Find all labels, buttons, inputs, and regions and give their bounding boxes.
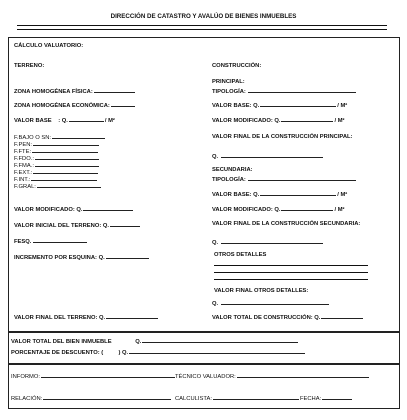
factor-field[interactable] xyxy=(33,168,98,174)
zona-fisica-row xyxy=(14,87,136,96)
valor-mod2-field[interactable] xyxy=(281,205,333,211)
valor-base-c-field[interactable] xyxy=(260,101,336,107)
valor-final-terreno-label: VALOR FINAL DEL TERRENO: Q. xyxy=(14,315,106,321)
valor-total-field[interactable] xyxy=(142,337,298,343)
porcentaje-close: ) Q. xyxy=(118,350,129,356)
tipologia2-label: TIPOLOGÍA: xyxy=(212,177,246,183)
principal-label: PRINCIPAL: xyxy=(212,79,245,85)
valor-base-label: VALOR BASE xyxy=(14,118,52,124)
factor-field[interactable] xyxy=(37,182,101,188)
q2-label: Q. xyxy=(212,240,219,246)
factor-field[interactable] xyxy=(32,147,98,153)
fecha-label: FECHA: xyxy=(299,396,322,402)
valor-mod2-row xyxy=(212,205,344,214)
calculista-row xyxy=(175,394,353,403)
tipologia2-field[interactable] xyxy=(248,175,356,181)
incremento-field[interactable] xyxy=(106,253,149,259)
relacion-field[interactable] xyxy=(43,394,171,400)
zona-fisica-label: ZONA HOMOGÉNEA FÍSICA: xyxy=(14,89,93,95)
otros-label: OTROS DETALLES xyxy=(214,252,267,258)
header-title: DIRECCIÓN DE CATASTRO Y AVALÚO DE BIENES INMUEBLES xyxy=(110,13,297,20)
valor-final-terreno-row xyxy=(14,313,159,322)
valor-modificado-field[interactable] xyxy=(83,205,133,211)
valor-final-principal-row xyxy=(212,152,324,161)
factor-fdo: F.FDO.: xyxy=(14,154,100,163)
valor-base2-m2: / M² xyxy=(337,192,348,198)
factor-field[interactable] xyxy=(52,133,105,139)
tipologia2-row xyxy=(212,175,357,184)
valor-base-c-row xyxy=(212,101,347,110)
factor-field[interactable] xyxy=(35,154,99,160)
secundaria-label: SECUNDARIA: xyxy=(212,167,253,173)
tecnico-row xyxy=(175,372,370,381)
fesq-row xyxy=(14,237,88,246)
otros-line[interactable] xyxy=(214,279,368,280)
valor-inicial-field[interactable] xyxy=(110,221,140,227)
fesq-field[interactable] xyxy=(33,237,87,243)
otros-line[interactable] xyxy=(214,272,368,273)
porcentaje-label: PORCENTAJE DE DESCUENTO: ( xyxy=(11,350,104,356)
valor-inicial-label: VALOR INICIAL DEL TERRENO: Q. xyxy=(14,223,110,229)
valor-total-label: VALOR TOTAL DEL BIEN INMUEBLE xyxy=(11,339,112,345)
valor-final-secundaria-row xyxy=(212,238,324,247)
valor-base-row xyxy=(14,116,115,125)
descuento-field[interactable] xyxy=(129,348,305,354)
informo-label: INFORMO: xyxy=(11,374,40,380)
valor-total-row xyxy=(11,337,299,346)
factor-gral: F.GRAL: xyxy=(14,182,102,191)
porcentaje-row xyxy=(11,348,306,357)
calculista-label: CALCULISTA: xyxy=(175,396,212,402)
zona-economica-row xyxy=(14,101,136,110)
zona-economica-label: ZONA HOMOGÉNEA ECONÓMICA: xyxy=(14,103,110,109)
header-rule-top xyxy=(17,25,387,26)
zona-fisica-field[interactable] xyxy=(94,87,135,93)
zona-economica-field[interactable] xyxy=(111,101,135,107)
q-label: Q. xyxy=(212,154,219,160)
factor-ext: F.EXT.: xyxy=(14,168,99,177)
valor-mod-c-m2: / M² xyxy=(334,118,345,124)
valor-final-secundaria-label: VALOR FINAL DE LA CONSTRUCCIÓN SECUNDARIA: xyxy=(212,221,361,227)
valor-total-construccion-label: VALOR TOTAL DE CONSTRUCCIÓN: Q. xyxy=(212,315,321,321)
valor-mod-c-label: VALOR MODIFICADO: Q. xyxy=(212,118,281,124)
otros-line[interactable] xyxy=(214,265,368,266)
valor-final-secundaria-field[interactable] xyxy=(221,238,323,244)
tipologia-row xyxy=(212,87,357,96)
valor-base-c-m2: / M² xyxy=(337,103,348,109)
calculista-field[interactable] xyxy=(213,394,299,400)
porcentaje-field[interactable] xyxy=(106,349,116,354)
informo-row xyxy=(11,372,176,381)
fesq-label: FESQ. xyxy=(14,239,32,245)
calculo-label: CÁLCULO VALUATORIO: xyxy=(14,43,84,49)
terreno-label: TERRENO: xyxy=(14,63,45,69)
valor-final-principal-field[interactable] xyxy=(221,152,323,158)
factor-field[interactable] xyxy=(33,140,99,146)
valor-mod-c-field[interactable] xyxy=(281,116,333,122)
valor-final-otros-label: VALOR FINAL OTROS DETALLES: xyxy=(214,288,309,294)
tecnico-label: TÉCNICO VALUADOR: xyxy=(175,374,236,380)
valor-total-construccion-row xyxy=(212,313,364,322)
valor-inicial-row xyxy=(14,221,141,230)
factor-field[interactable] xyxy=(31,175,97,181)
valor-base-m2: / M² xyxy=(104,118,115,124)
valor-mod2-m2: / M² xyxy=(334,207,345,213)
q3-label: Q. xyxy=(212,301,219,307)
relacion-label: RELACIÓN: xyxy=(11,396,43,402)
valor-base-q: : Q. xyxy=(58,118,68,124)
valor-base-field[interactable] xyxy=(69,116,104,122)
incremento-row xyxy=(14,253,150,262)
valor-base2-label: VALOR BASE: Q. xyxy=(212,192,260,198)
factor-int: F.INT.: xyxy=(14,175,98,184)
valor-mod2-label: VALOR MODIFICADO: Q. xyxy=(212,207,281,213)
valor-base2-field[interactable] xyxy=(260,190,336,196)
valor-final-principal-label: VALOR FINAL DE LA CONSTRUCCIÓN PRINCIPAL: xyxy=(212,134,353,140)
valor-modificado-row xyxy=(14,205,134,214)
construccion-label: CONSTRUCCIÓN: xyxy=(212,63,262,69)
incremento-label: INCREMENTO POR ESQUINA: Q. xyxy=(14,255,105,261)
factor-bajo: F.BAJO O SN: xyxy=(14,133,106,142)
header-rule-bottom xyxy=(17,29,387,30)
factor-fte: F.FTE: xyxy=(14,147,99,156)
fecha-field[interactable] xyxy=(322,394,352,400)
valor-base2-row xyxy=(212,190,347,199)
valor-base-c-label: VALOR BASE: Q. xyxy=(212,103,260,109)
valor-mod-c-row xyxy=(212,116,344,125)
tipologia-label: TIPOLOGÍA: xyxy=(212,89,246,95)
factor-pen: F.PEN: xyxy=(14,140,100,149)
valor-total-q: Q. xyxy=(135,339,142,345)
valor-modificado-label: VALOR MODIFICADO: Q. xyxy=(14,207,83,213)
tipologia-field[interactable] xyxy=(248,87,356,93)
factor-field[interactable] xyxy=(35,161,99,167)
relacion-row xyxy=(11,394,172,403)
valor-final-terreno-field[interactable] xyxy=(106,313,158,319)
informo-field[interactable] xyxy=(41,372,175,378)
valor-final-otros-field[interactable] xyxy=(221,299,329,305)
tecnico-field[interactable] xyxy=(237,372,369,378)
factor-fma: F.FMA.: xyxy=(14,161,100,170)
valor-total-construccion-field[interactable] xyxy=(321,313,363,319)
valor-final-otros-row xyxy=(212,299,330,308)
